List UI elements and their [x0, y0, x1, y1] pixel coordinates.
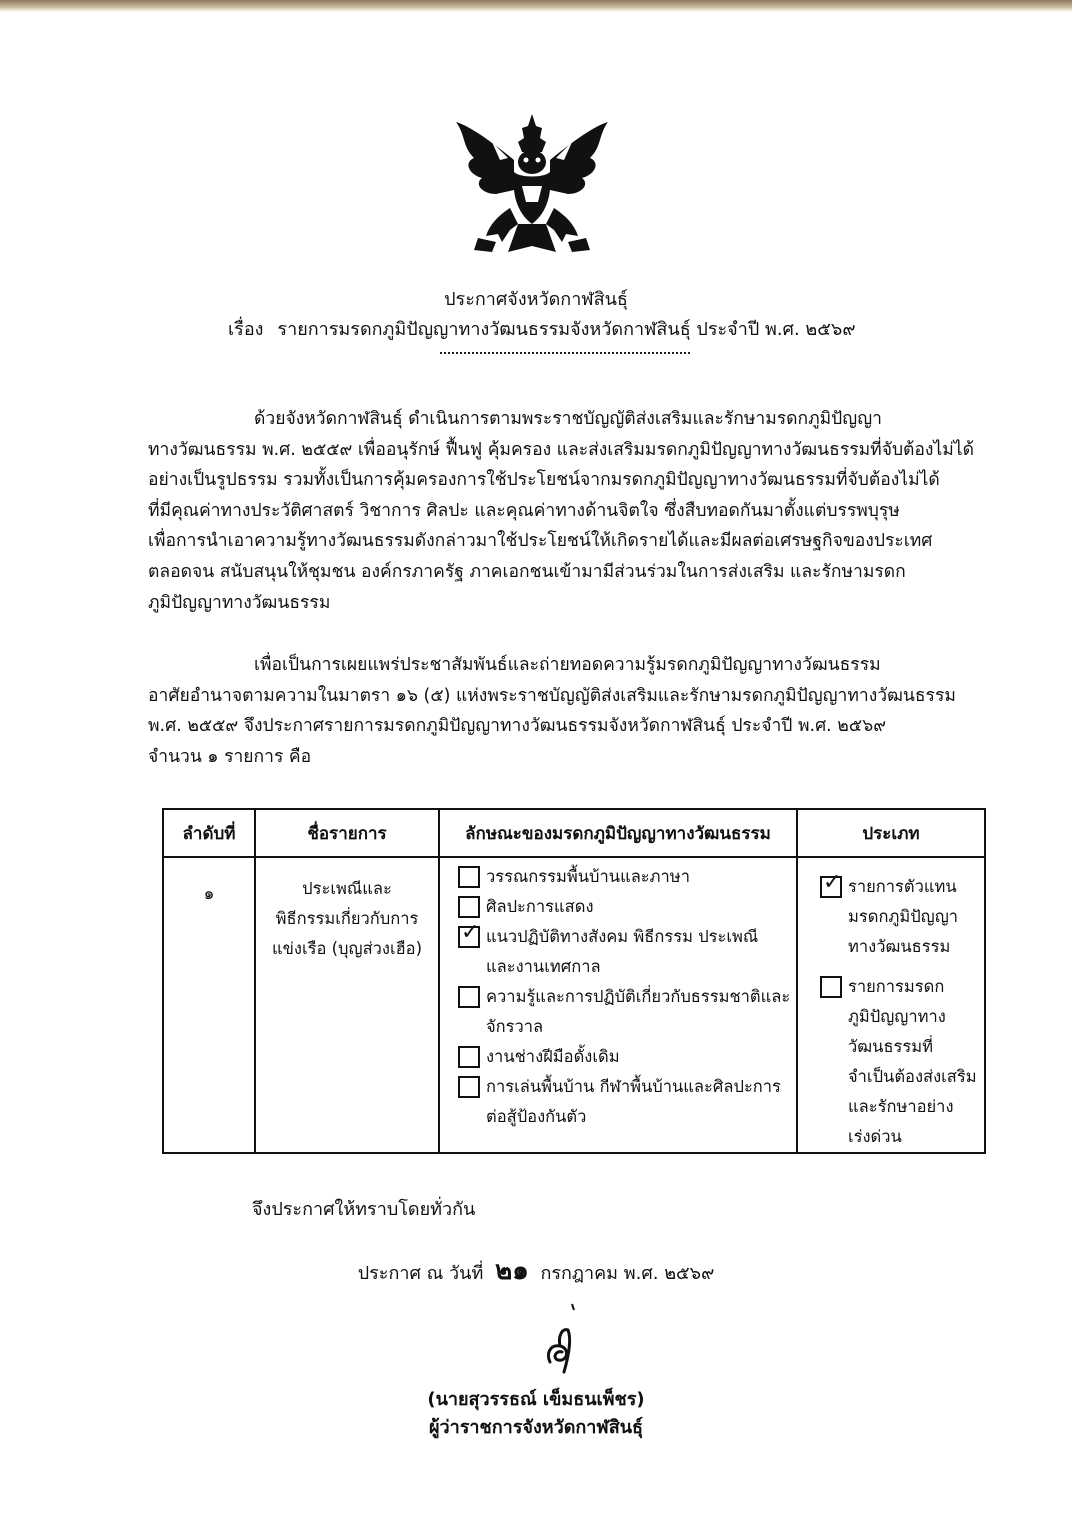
cell-type	[797, 857, 985, 1153]
option-line: จำเป็นต้องส่งเสริม	[848, 1067, 977, 1086]
item-name-line: ประเพณีและ	[302, 879, 392, 898]
checkbox-folk-games[interactable]	[458, 1076, 480, 1098]
characteristic-option-folk-games	[440, 1072, 796, 1132]
check-mark-icon: ✓	[823, 870, 842, 895]
closing-statement: จึงประกาศให้ทราบโดยทั่วกัน	[252, 1199, 476, 1220]
date-day: ๒๑	[495, 1256, 529, 1286]
item-name-line: พิธีกรรมเกี่ยวกับการ	[275, 909, 419, 928]
page-top-edge	[0, 0, 1072, 12]
header-characteristics: ลักษณะของมรดกภูมิปัญญาทางวัฒนธรรม	[439, 809, 797, 857]
option-line: การเล่นพื้นบ้าน กีฬาพื้นบ้านและศิลปะการ	[486, 1077, 781, 1096]
handwritten-signature-icon	[528, 1300, 588, 1380]
option-label	[848, 872, 958, 962]
type-option-urgent-safeguarding	[798, 972, 984, 1152]
option-line: ต่อสู้ป้องกันตัว	[486, 1107, 587, 1126]
paragraph-line: อย่างเป็นรูปธรรม รวมทั้งเป็นการคุ้มครองการใช้ประโยชน์จากมรดกภูมิปัญญาทางวัฒนธรรมที่จับต้องไม่ได้	[148, 470, 940, 491]
paragraph-1	[148, 404, 976, 618]
paragraph-line: จำนวน ๑ รายการ คือ	[148, 746, 312, 767]
option-line: เร่งด่วน	[848, 1127, 902, 1146]
paragraph-line: เพื่อเป็นการเผยแพร่ประชาสัมพันธ์และถ่ายทอดความรู้มรดกภูมิปัญญาทางวัฒนธรรม	[254, 655, 881, 675]
characteristic-option-social-practices	[440, 922, 796, 982]
order-number: ๑	[203, 884, 215, 904]
checkbox-urgent-safeguarding[interactable]	[820, 976, 842, 998]
paragraph-line: ตลอดจน สนับสนุนให้ชุมชน องค์กรภาครัฐ ภาคเอกชนเข้ามามีส่วนร่วมในการส่งเสริม และรักษามรดก	[148, 561, 906, 582]
checkbox-performing-arts[interactable]	[458, 896, 480, 918]
table-row	[163, 857, 985, 1153]
subject-text: รายการมรดกภูมิปัญญาทางวัฒนธรรมจังหวัดกาฬสินธุ์ ประจำปี พ.ศ. ๒๕๖๙	[277, 319, 856, 340]
heritage-table	[162, 808, 986, 1154]
header-order: ลำดับที่	[163, 809, 255, 857]
option-line: ความรู้และการปฏิบัติเกี่ยวกับธรรมชาติและ	[486, 987, 791, 1006]
characteristic-option-performing-arts	[440, 892, 796, 922]
announcement-date	[0, 1250, 1072, 1291]
option-label	[486, 1042, 620, 1072]
option-line: และงานเทศกาล	[486, 957, 601, 976]
paragraph-line: ด้วยจังหวัดกาฬสินธุ์ ดำเนินการตามพระราชบัญญัติส่งเสริมและรักษามรดกภูมิปัญญา	[254, 409, 882, 429]
signer-name: (นายสุวรรธณ์ เข็มธนเพ็ชร)	[427, 1389, 645, 1410]
header-item-name: ชื่อรายการ	[255, 809, 439, 857]
option-label	[486, 892, 594, 922]
subject-prefix: เรื่อง	[228, 319, 264, 340]
paragraph-line: เพื่อการนำเอาความรู้ทางวัฒนธรรมดังกล่าวมาใช้ประโยชน์ให้เกิดรายได้และมีผลต่อเศรษฐกิจของประเทศ	[148, 531, 933, 552]
option-line: ทางวัฒนธรรม	[848, 937, 951, 956]
garuda-emblem-icon	[452, 112, 612, 264]
characteristic-option-folk-literature	[440, 862, 796, 892]
characteristic-option-nature-knowledge	[440, 982, 796, 1042]
announcement-title: ประกาศจังหวัดกาฬสินธุ์	[444, 289, 628, 310]
cell-order	[163, 857, 255, 1153]
type-option-representative	[798, 872, 984, 962]
paragraph-2	[148, 650, 976, 772]
option-line: ภูมิปัญญาทาง	[848, 1007, 946, 1026]
paragraph-line: ทางวัฒนธรรม พ.ศ. ๒๕๕๙ เพื่ออนุรักษ์ ฟื้นฟู คุ้มครอง และส่งเสริมมรดกภูมิปัญญาทางวัฒนธรรมที่จับต้องไม่ได้	[148, 439, 974, 460]
option-line: และรักษาอย่าง	[848, 1097, 954, 1116]
header-divider	[440, 352, 690, 354]
signer-title: ผู้ว่าราชการจังหวัดกาฬสินธุ์	[428, 1417, 643, 1438]
header-type: ประเภท	[797, 809, 985, 857]
option-line: วรรณกรรมพื้นบ้านและภาษา	[486, 867, 690, 886]
paragraph-line: ที่มีคุณค่าทางประวัติศาสตร์ วิชาการ ศิลปะ และคุณค่าทางด้านจิตใจ ซึ่งสืบทอดกันมาตั้งแต่บรรพบุรุษ	[148, 500, 900, 521]
cell-item-name	[255, 857, 439, 1153]
option-label	[848, 972, 977, 1152]
option-line: มรดกภูมิปัญญา	[848, 907, 959, 926]
checkbox-folk-literature[interactable]	[458, 866, 480, 888]
option-line: จักรวาล	[486, 1017, 544, 1036]
characteristic-option-craftsmanship	[440, 1042, 796, 1072]
check-mark-icon: ✓	[461, 920, 480, 945]
option-line: วัฒนธรรมที่	[848, 1037, 933, 1056]
table-header-row	[163, 809, 985, 857]
item-name	[256, 858, 438, 964]
option-label	[486, 1072, 781, 1132]
option-line: งานช่างฝีมือดั้งเดิม	[486, 1047, 620, 1066]
option-label	[486, 982, 790, 1042]
paragraph-line: พ.ศ. ๒๕๕๙ จึงประกาศรายการมรดกภูมิปัญญาทางวัฒนธรรมจังหวัดกาฬสินธุ์ ประจำปี พ.ศ. ๒๕๖๙	[148, 716, 887, 737]
item-name-line: แข่งเรือ (บุญส่วงเฮือ)	[271, 939, 423, 958]
option-line: รายการมรดก	[848, 977, 945, 996]
checkbox-social-practices[interactable]	[458, 920, 480, 948]
option-line: ศิลปะการแสดง	[486, 897, 594, 916]
checkbox-nature-knowledge[interactable]	[458, 986, 480, 1008]
checkbox-representative[interactable]	[820, 870, 842, 898]
option-label	[486, 862, 690, 892]
date-prefix: ประกาศ ณ วันที่	[357, 1263, 484, 1284]
option-label	[486, 922, 758, 982]
announcement-subject	[228, 314, 856, 343]
paragraph-line: ภูมิปัญญาทางวัฒนธรรม	[148, 592, 331, 613]
paragraph-line: อาศัยอำนาจตามความในมาตรา ๑๖ (๕) แห่งพระราชบัญญัติส่งเสริมและรักษามรดกภูมิปัญญาทางวัฒนธรรม	[148, 685, 956, 706]
checkbox-craftsmanship[interactable]	[458, 1046, 480, 1068]
option-line: แนวปฏิบัติทางสังคม พิธีกรรม ประเพณี	[486, 927, 759, 946]
option-line: รายการตัวแทน	[848, 877, 957, 896]
cell-characteristics	[439, 857, 797, 1153]
date-suffix: กรกฎาคม พ.ศ. ๒๕๖๙	[540, 1263, 715, 1284]
